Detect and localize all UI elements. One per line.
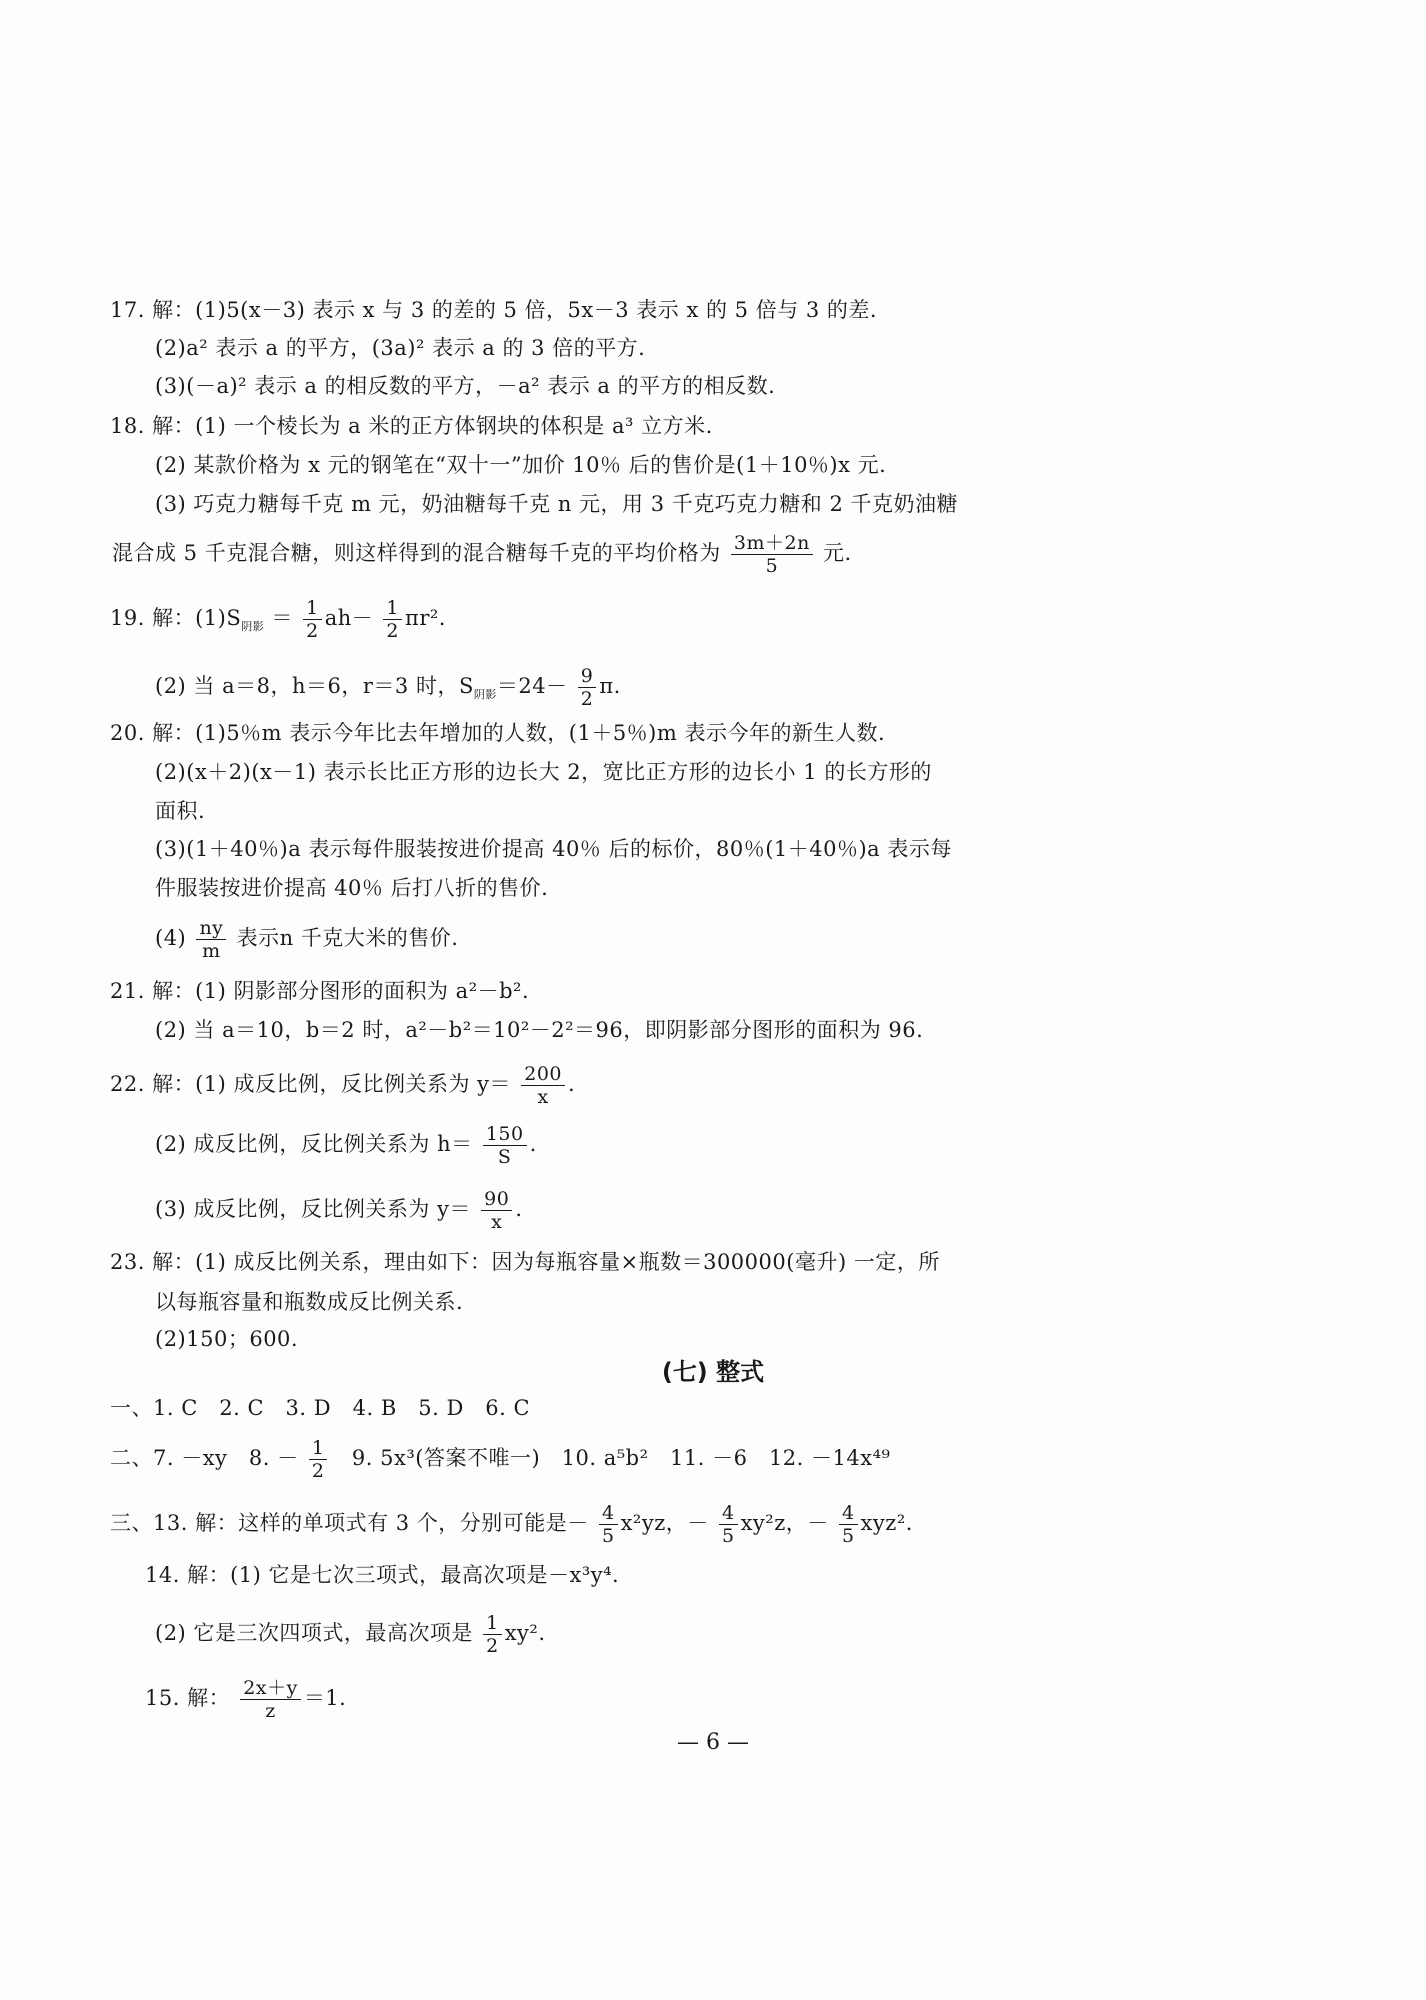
- q20-line2: (2)(x＋2)(x－1) 表示长比正方形的边长大 2，宽比正方形的边长小 1 的长方形的: [155, 760, 932, 784]
- fraction: $\frac{ny}{m}$: [196, 917, 226, 962]
- fraction: $\frac{2x+y}{z}$: [240, 1677, 301, 1722]
- q21-line1: 21. 解：(1) 阴影部分图形的面积为 a²－b².: [110, 979, 530, 1003]
- q13-line: 三、13. 解：这样的单项式有 3 个，分别可能是－ $\frac{4}{5}$ x²yz，－ $\frac{4}{5}$ xy²z，－ $\frac{4}{5}$ xyz².: [110, 1502, 913, 1547]
- q18-line4: 混合成 5 千克混合糖，则这样得到的混合糖每千克的平均价格为 $\frac{3m+2n}{5}$ 元.: [112, 532, 852, 577]
- part1-answers: 一、1. C 2. C 3. D 4. B 5. D 6. C: [110, 1396, 531, 1420]
- fraction: $\frac{1}{2}$: [303, 597, 322, 642]
- part2-answers: 二、7. －xy 8. － $\frac{1}{2}$ 9. 5x³(答案不唯一) 10. a⁵b² 11. －6 12. －14x⁴⁹: [110, 1437, 891, 1482]
- q23-line3: (2)150；600.: [155, 1327, 299, 1351]
- q22-line3: (3) 成反比例，反比例关系为 y＝ $\frac{90}{x}$ .: [155, 1188, 523, 1233]
- q19-line1: 19. 解：$(1)S_{阴影}$ ＝ $\frac{1}{2}$ ah－ $\frac{1}{2}$ πr².: [110, 597, 446, 642]
- q18-line2: (2) 某款价格为 x 元的钢笔在“双十一”加价 10％ 后的售价是(1＋10％)x 元.: [155, 453, 887, 477]
- fraction: $\frac{1}{2}$: [483, 1612, 502, 1657]
- fraction: $\frac{200}{x}$: [521, 1063, 565, 1108]
- fraction: $\frac{3m+2n}{5}$: [731, 532, 813, 577]
- q20-line3: 面积.: [155, 799, 206, 823]
- q19-line2: (2) 当 a＝8，h＝6，r＝3 时，$S_{阴影}=24-$ $\frac{9}{2}$ π.: [155, 665, 621, 710]
- q14-line2: (2) 它是三次四项式，最高次项是 $\frac{1}{2}$ xy².: [155, 1612, 546, 1657]
- q20-line5: 件服装按进价提高 40％ 后打八折的售价.: [155, 876, 549, 900]
- q15-line: 15. 解： $\frac{2x+y}{z}$ ＝1.: [145, 1677, 347, 1722]
- q23-line2: 以每瓶容量和瓶数成反比例关系.: [155, 1290, 464, 1314]
- q17-line1: 17. 解：(1)5(x－3) 表示 x 与 3 的差的 5 倍，5x－3 表示 x 的 5 倍与 3 的差.: [110, 298, 878, 322]
- fraction: $\frac{4}{5}$: [719, 1502, 738, 1547]
- fraction: $\frac{4}{5}$: [599, 1502, 618, 1547]
- page-number: — 6 —: [677, 1730, 749, 1755]
- fraction: $\frac{9}{2}$: [578, 665, 597, 710]
- fraction: $\frac{90}{x}$: [481, 1188, 512, 1233]
- q23-line1: 23. 解：(1) 成反比例关系，理由如下：因为每瓶容量×瓶数＝300000(毫升) 一定，所: [110, 1250, 940, 1274]
- fraction: $\frac{4}{5}$: [839, 1502, 858, 1547]
- q22-line2: (2) 成反比例，反比例关系为 h＝ $\frac{150}{S}$ .: [155, 1123, 537, 1168]
- q22-line1: 22. 解：(1) 成反比例，反比例关系为 y＝ $\frac{200}{x}$ .: [110, 1063, 576, 1108]
- q18-line1: 18. 解：(1) 一个棱长为 a 米的正方体钢块的体积是 a³ 立方米.: [110, 414, 713, 438]
- fraction: $\frac{1}{2}$: [309, 1437, 328, 1482]
- q17-line3: (3)(－a)² 表示 a 的相反数的平方，－a² 表示 a 的平方的相反数.: [155, 374, 776, 398]
- q20-line4: (3)(1＋40％)a 表示每件服装按进价提高 40％ 后的标价，80％(1＋40％)a 表示每: [155, 837, 952, 861]
- q18-line3: (3) 巧克力糖每千克 m 元，奶油糖每千克 n 元，用 3 千克巧克力糖和 2 千克奶油糖: [155, 492, 958, 516]
- q21-line2: (2) 当 a＝10，b＝2 时，a²－b²＝10²－2²＝96，即阴影部分图形的面积为 96.: [155, 1018, 924, 1042]
- q20-line1: 20. 解：(1)5％m 表示今年比去年增加的人数，(1＋5％)m 表示今年的新生人数.: [110, 721, 886, 745]
- q14-line1: 14. 解：(1) 它是七次三项式，最高次项是－x³y⁴.: [145, 1563, 620, 1587]
- fraction: $\frac{150}{S}$: [483, 1123, 527, 1168]
- q20-line6: (4) $\frac{ny}{m}$ 表示n 千克大米的售价.: [155, 917, 459, 962]
- section-title: (七) 整式: [661, 1358, 765, 1386]
- q17-line2: (2)a² 表示 a 的平方，(3a)² 表示 a 的 3 倍的平方.: [155, 336, 646, 360]
- fraction: $\frac{1}{2}$: [383, 597, 402, 642]
